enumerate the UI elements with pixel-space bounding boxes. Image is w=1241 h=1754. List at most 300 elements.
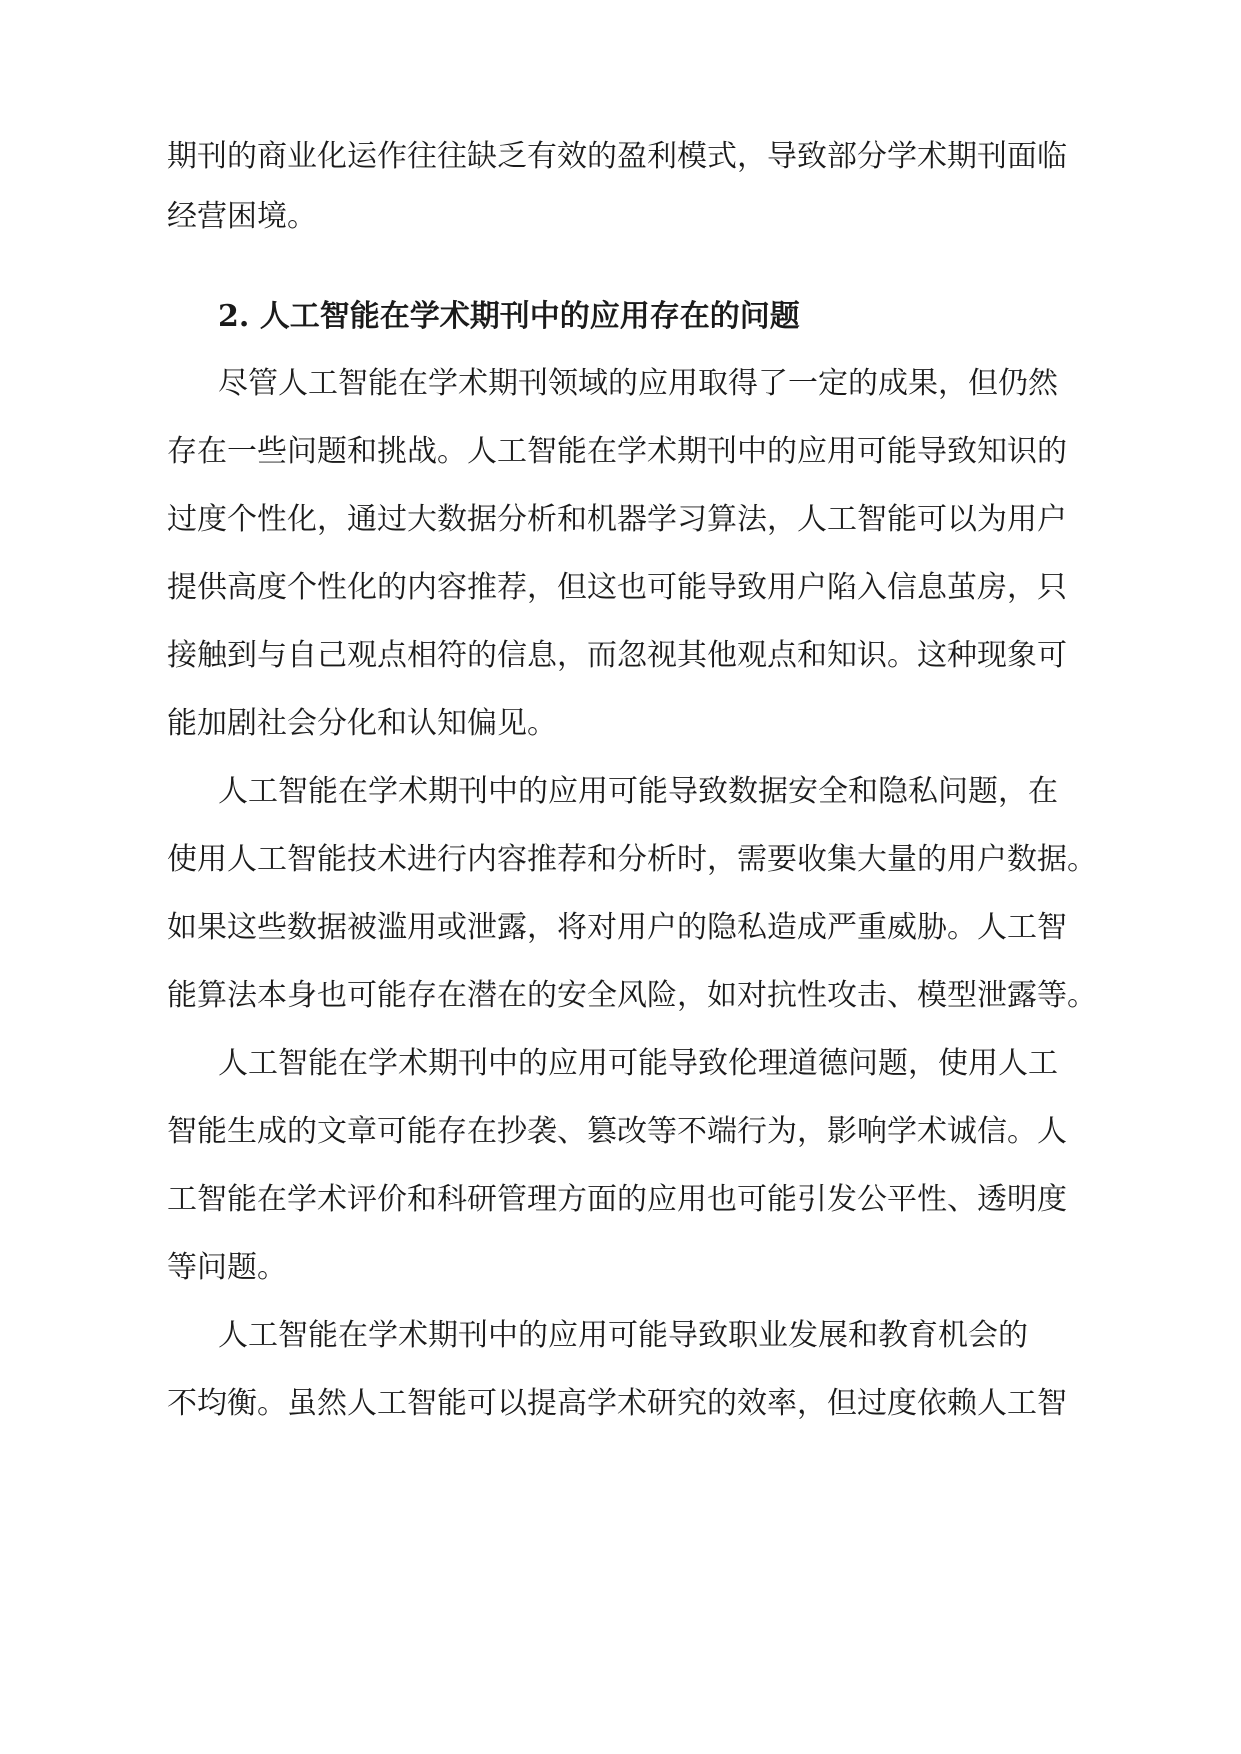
- text-glyph: 击: [857, 978, 887, 1013]
- text-glyph: 性: [797, 978, 827, 1013]
- text-glyph: 在: [338, 774, 368, 809]
- text-glyph: 对: [737, 978, 767, 1013]
- text-glyph: 种: [947, 638, 977, 673]
- text-glyph: 风: [617, 978, 647, 1013]
- text-glyph: 入: [857, 570, 887, 605]
- text-glyph: 率: [767, 1386, 797, 1421]
- text-glyph: 能: [887, 434, 917, 469]
- text-glyph: 户: [797, 570, 827, 605]
- text-glyph: 取: [698, 366, 728, 401]
- text-glyph: 智: [338, 366, 368, 401]
- text-glyph: 性: [317, 570, 347, 605]
- text-glyph: 工: [497, 434, 527, 469]
- text-glyph: 或: [437, 910, 467, 945]
- text-glyph: 而: [587, 638, 617, 673]
- text-glyph: 平: [887, 1182, 917, 1217]
- text-glyph: 应: [647, 1182, 677, 1217]
- text-glyph: 收: [797, 842, 827, 877]
- text-glyph: 透: [977, 1182, 1007, 1217]
- text-glyph: 观: [347, 638, 377, 673]
- text-glyph: 等: [1037, 978, 1067, 1013]
- text-glyph: 影: [827, 1114, 857, 1149]
- text-glyph: 问: [287, 434, 317, 469]
- text-glyph: 到: [227, 638, 257, 673]
- text-glyph: 模: [917, 978, 947, 1013]
- text-glyph: 学: [887, 139, 917, 174]
- text-glyph: 作: [377, 139, 407, 174]
- text-glyph: 习: [677, 502, 707, 537]
- text-glyph: 工: [827, 502, 857, 537]
- text-glyph: 刊: [518, 366, 548, 401]
- text-glyph: 攻: [827, 978, 857, 1013]
- text-glyph: 和: [407, 1182, 437, 1217]
- text-glyph: 刊: [458, 1046, 488, 1081]
- text-glyph: 袭: [527, 1114, 557, 1149]
- text-glyph: 推: [527, 842, 557, 877]
- text-glyph: 人: [218, 1046, 248, 1081]
- text-glyph: 学: [368, 1318, 398, 1353]
- text-line: [167, 427, 1067, 477]
- text-glyph: 成: [878, 366, 908, 401]
- text-glyph: 安: [788, 774, 818, 809]
- text-glyph: 在: [338, 1318, 368, 1353]
- text-glyph: 题: [317, 434, 347, 469]
- text-glyph: 期: [428, 1318, 458, 1353]
- text-glyph: 一: [788, 366, 818, 401]
- text-glyph: 术: [377, 842, 407, 877]
- text-glyph: 明: [1007, 1182, 1037, 1217]
- text-glyph: 展: [818, 1318, 848, 1353]
- text-glyph: 改: [617, 1114, 647, 1149]
- text-glyph: 用: [947, 842, 977, 877]
- text-glyph: 期: [167, 139, 197, 174]
- text-line: 能加剧社会分化和认知偏见。: [167, 706, 557, 741]
- text-glyph: 点: [377, 638, 407, 673]
- text-glyph: 导: [917, 434, 947, 469]
- text-glyph: 学: [428, 366, 458, 401]
- text-glyph: 期: [428, 774, 458, 809]
- text-glyph: 导: [707, 570, 737, 605]
- text-glyph: 险: [647, 978, 677, 1013]
- text-glyph: 相: [407, 638, 437, 673]
- text-glyph: 数: [728, 774, 758, 809]
- text-glyph: 期: [428, 1046, 458, 1081]
- text-glyph: 工: [1007, 1386, 1037, 1421]
- text-glyph: 个: [287, 570, 317, 605]
- text-glyph: 智: [167, 1114, 197, 1149]
- text-glyph: 存: [407, 978, 437, 1013]
- text-glyph: 据: [467, 502, 497, 537]
- text-line: 经营困境。: [167, 199, 317, 234]
- text-line: [218, 1039, 1058, 1089]
- text-glyph: 可: [467, 1386, 497, 1421]
- text-glyph: 研: [467, 1182, 497, 1217]
- text-glyph: 文: [317, 1114, 347, 1149]
- text-glyph: 面: [587, 1182, 617, 1217]
- text-glyph: 和: [557, 502, 587, 537]
- text-glyph: 应: [638, 366, 668, 401]
- text-glyph: 可: [917, 502, 947, 537]
- text-glyph: 些: [257, 910, 287, 945]
- text-glyph: 可: [857, 434, 887, 469]
- text-glyph: 户: [1037, 502, 1067, 537]
- text-glyph: 。: [1067, 978, 1097, 1013]
- text-glyph: 的: [467, 638, 497, 673]
- text-glyph: 中: [488, 1318, 518, 1353]
- text-glyph: 能: [437, 1386, 467, 1421]
- text-glyph: 衡: [227, 1386, 257, 1421]
- text-glyph: 在: [497, 978, 527, 1013]
- text-glyph: 全: [818, 774, 848, 809]
- text-glyph: 工: [1007, 910, 1037, 945]
- text-glyph: 式: [707, 139, 737, 174]
- text-glyph: 用: [407, 910, 437, 945]
- text-glyph: 为: [767, 1114, 797, 1149]
- text-glyph: 抗: [767, 978, 797, 1013]
- text-glyph: 机: [938, 1318, 968, 1353]
- text-glyph: 技: [347, 842, 377, 877]
- text-glyph: 术: [398, 774, 428, 809]
- text-glyph: 分: [497, 502, 527, 537]
- text-glyph: 在: [398, 366, 428, 401]
- text-glyph: 道: [788, 1046, 818, 1081]
- text-glyph: ，: [557, 638, 587, 673]
- text-glyph: 大: [407, 502, 437, 537]
- text-glyph: 大: [857, 842, 887, 877]
- text-glyph: 成: [797, 910, 827, 945]
- text-glyph: 导: [668, 774, 698, 809]
- text-glyph: 数: [1007, 842, 1037, 877]
- text-glyph: 术: [647, 434, 677, 469]
- text-glyph: 管: [497, 1182, 527, 1217]
- text-glyph: 人: [1037, 1114, 1067, 1149]
- text-glyph: 存: [167, 434, 197, 469]
- text-glyph: 刊: [707, 434, 737, 469]
- text-glyph: 。: [947, 910, 977, 945]
- text-glyph: 致: [737, 570, 767, 605]
- text-glyph: 和: [587, 842, 617, 877]
- text-glyph: 容: [437, 570, 467, 605]
- text-glyph: 忽: [617, 638, 647, 673]
- text-glyph: 户: [647, 910, 677, 945]
- text-glyph: 然: [317, 1386, 347, 1421]
- text-glyph: 这: [227, 910, 257, 945]
- text-glyph: 学: [617, 434, 647, 469]
- text-line: [167, 1175, 1067, 1225]
- text-glyph: 数: [437, 502, 467, 537]
- text-glyph: 使: [938, 1046, 968, 1081]
- text-glyph: 能: [308, 774, 338, 809]
- text-glyph: 的: [527, 978, 557, 1013]
- text-glyph: 导: [767, 139, 797, 174]
- text-glyph: 题: [878, 1046, 908, 1081]
- text-glyph: 能: [308, 1046, 338, 1081]
- text-glyph: 定: [818, 366, 848, 401]
- text-glyph: 智: [278, 1318, 308, 1353]
- text-glyph: 的: [287, 1114, 317, 1149]
- text-glyph: 内: [407, 570, 437, 605]
- text-glyph: 以: [497, 1386, 527, 1421]
- text-glyph: 分: [617, 842, 647, 877]
- text-glyph: 荐: [557, 842, 587, 877]
- text-glyph: 致: [698, 774, 728, 809]
- text-glyph: 的: [767, 434, 797, 469]
- text-glyph: 、: [887, 978, 917, 1013]
- text-glyph: 接: [167, 638, 197, 673]
- text-line: [167, 563, 1067, 613]
- text-glyph: 伦: [728, 1046, 758, 1081]
- text-glyph: 不: [677, 1114, 707, 1149]
- text-line: 等问题。: [167, 1250, 287, 1285]
- text-glyph: 工: [257, 842, 287, 877]
- text-glyph: ，: [938, 366, 968, 401]
- text-glyph: 术: [917, 1114, 947, 1149]
- text-glyph: 息: [527, 638, 557, 673]
- text-glyph: 术: [398, 1046, 428, 1081]
- text-glyph: 器: [617, 502, 647, 537]
- text-glyph: 性: [917, 1182, 947, 1217]
- text-glyph: 教: [878, 1318, 908, 1353]
- text-glyph: 机: [587, 502, 617, 537]
- text-glyph: 的: [608, 366, 638, 401]
- text-glyph: 不: [167, 1386, 197, 1421]
- text-glyph: 业: [287, 139, 317, 174]
- text-glyph: 但: [827, 1386, 857, 1421]
- text-glyph: 能: [767, 1182, 797, 1217]
- text-glyph: 能: [308, 1318, 338, 1353]
- text-glyph: 陷: [827, 570, 857, 605]
- text-glyph: 触: [197, 638, 227, 673]
- text-glyph: 究: [677, 1386, 707, 1421]
- text-glyph: 评: [347, 1182, 377, 1217]
- text-glyph: 集: [827, 842, 857, 877]
- text-glyph: 虽: [287, 1386, 317, 1421]
- text-glyph: 的: [518, 1318, 548, 1353]
- text-glyph: 用: [617, 910, 647, 945]
- text-glyph: 德: [818, 1046, 848, 1081]
- text-glyph: 端: [707, 1114, 737, 1149]
- text-glyph: 领: [548, 366, 578, 401]
- text-glyph: 过: [857, 1386, 887, 1421]
- text-glyph: 隐: [878, 774, 908, 809]
- text-glyph: 泄: [467, 910, 497, 945]
- text-glyph: 容: [497, 842, 527, 877]
- text-glyph: 可: [347, 978, 377, 1013]
- text-glyph: 过: [377, 502, 407, 537]
- text-glyph: 析: [647, 842, 677, 877]
- text-glyph: 人: [977, 910, 1007, 945]
- text-glyph: 己: [317, 638, 347, 673]
- text-glyph: 潜: [467, 978, 497, 1013]
- text-glyph: 用: [767, 570, 797, 605]
- text-glyph: 期: [947, 139, 977, 174]
- text-glyph: 术: [617, 1386, 647, 1421]
- text-glyph: 其: [677, 638, 707, 673]
- text-glyph: 往: [437, 139, 467, 174]
- text-glyph: 为: [977, 502, 1007, 537]
- text-line: [218, 1311, 1028, 1361]
- text-glyph: 的: [1037, 434, 1067, 469]
- text-glyph: 工: [248, 1318, 278, 1353]
- text-glyph: 行: [737, 1114, 767, 1149]
- text-glyph: 提: [167, 570, 197, 605]
- text-glyph: 信: [887, 570, 917, 605]
- text-glyph: 度: [887, 1386, 917, 1421]
- text-glyph: 和: [848, 1318, 878, 1353]
- text-glyph: 度: [257, 570, 287, 605]
- text-glyph: 的: [518, 1046, 548, 1081]
- text-glyph: 用: [578, 1046, 608, 1081]
- text-glyph: 能: [638, 774, 668, 809]
- text-glyph: 智: [527, 434, 557, 469]
- text-glyph: 过: [167, 502, 197, 537]
- text-glyph: 用: [578, 1318, 608, 1353]
- text-glyph: 章: [347, 1114, 377, 1149]
- text-glyph: 识: [1007, 434, 1037, 469]
- text-glyph: 尽: [218, 366, 248, 401]
- text-glyph: 用: [827, 434, 857, 469]
- text-glyph: 可: [608, 1318, 638, 1353]
- text-glyph: 型: [947, 978, 977, 1013]
- text-glyph: 的: [227, 139, 257, 174]
- text-glyph: 与: [257, 638, 287, 673]
- text-glyph: 和: [347, 434, 377, 469]
- text-glyph: 生: [227, 1114, 257, 1149]
- text-glyph: 的: [617, 1182, 647, 1217]
- text-glyph: 篡: [587, 1114, 617, 1149]
- text-glyph: 也: [707, 1182, 737, 1217]
- text-glyph: 研: [647, 1386, 677, 1421]
- text-glyph: 视: [647, 638, 677, 673]
- text-glyph: 的: [677, 910, 707, 945]
- text-glyph: 可: [1037, 638, 1067, 673]
- text-glyph: 工: [248, 1046, 278, 1081]
- text-glyph: 在: [197, 434, 227, 469]
- text-glyph: 在: [467, 1114, 497, 1149]
- text-glyph: 问: [848, 1046, 878, 1081]
- text-glyph: ，: [1007, 570, 1037, 605]
- text-glyph: 。: [437, 434, 467, 469]
- text-glyph: 在: [338, 1046, 368, 1081]
- text-glyph: 化: [287, 502, 317, 537]
- text-glyph: 使: [167, 842, 197, 877]
- text-line: [218, 359, 1058, 409]
- text-line: [218, 767, 1058, 817]
- text-glyph: 部: [827, 139, 857, 174]
- text-glyph: 将: [557, 910, 587, 945]
- text-glyph: 能: [638, 1318, 668, 1353]
- text-glyph: 身: [287, 978, 317, 1013]
- text-glyph: 私: [908, 774, 938, 809]
- text-glyph: 刊: [977, 139, 1007, 174]
- text-glyph: 发: [788, 1318, 818, 1353]
- text-glyph: 仍: [998, 366, 1028, 401]
- text-glyph: 刊: [458, 1318, 488, 1353]
- text-glyph: 临: [1037, 139, 1067, 174]
- text-glyph: 房: [977, 570, 1007, 605]
- text-glyph: 隐: [707, 910, 737, 945]
- text-glyph: 人: [998, 1046, 1028, 1081]
- text-glyph: 能: [317, 842, 347, 877]
- text-glyph: 等: [647, 1114, 677, 1149]
- text-glyph: 智: [197, 1182, 227, 1217]
- text-glyph: 用: [1007, 502, 1037, 537]
- text-glyph: 工: [308, 366, 338, 401]
- text-glyph: 面: [1007, 139, 1037, 174]
- text-glyph: 要: [767, 842, 797, 877]
- text-glyph: 智: [287, 842, 317, 877]
- text-glyph: 商: [257, 139, 287, 174]
- text-glyph: 用: [968, 1046, 998, 1081]
- text-glyph: 的: [518, 774, 548, 809]
- text-glyph: 职: [728, 1318, 758, 1353]
- text-glyph: 人: [977, 1386, 1007, 1421]
- text-glyph: 些: [257, 434, 287, 469]
- text-glyph: 用: [197, 842, 227, 877]
- text-glyph: 能: [377, 978, 407, 1013]
- text-glyph: ，: [317, 502, 347, 537]
- text-glyph: 。: [1007, 1114, 1037, 1149]
- text-glyph: 乏: [497, 139, 527, 174]
- text-glyph: 均: [197, 1386, 227, 1421]
- text-glyph: 果: [908, 366, 938, 401]
- text-glyph: 学: [287, 1182, 317, 1217]
- text-glyph: 中: [488, 1046, 518, 1081]
- text-glyph: 中: [737, 434, 767, 469]
- text-glyph: 行: [437, 842, 467, 877]
- text-glyph: 问: [938, 774, 968, 809]
- text-glyph: 学: [887, 1114, 917, 1149]
- text-glyph: 需: [737, 842, 767, 877]
- text-glyph: 利: [647, 139, 677, 174]
- text-glyph: 的: [587, 139, 617, 174]
- text-glyph: 有: [527, 139, 557, 174]
- text-glyph: 能: [887, 502, 917, 537]
- text-glyph: 可: [377, 1114, 407, 1149]
- text-glyph: 人: [218, 774, 248, 809]
- text-glyph: 时: [677, 842, 707, 877]
- text-glyph: 推: [467, 570, 497, 605]
- text-glyph: ，: [677, 978, 707, 1013]
- text-glyph: ，: [527, 570, 557, 605]
- text-glyph: 法: [737, 502, 767, 537]
- text-glyph: 智: [857, 502, 887, 537]
- text-glyph: 战: [407, 434, 437, 469]
- text-glyph: 理: [758, 1046, 788, 1081]
- text-glyph: 在: [587, 434, 617, 469]
- section-heading: 2. 人工智能在学术期刊中的应用存在的问题: [218, 299, 800, 334]
- text-glyph: 人: [278, 366, 308, 401]
- text-glyph: 。: [257, 1386, 287, 1421]
- text-glyph: 观: [737, 638, 767, 673]
- text-line: [167, 631, 1067, 681]
- text-glyph: 点: [767, 638, 797, 673]
- text-glyph: 的: [848, 366, 878, 401]
- text-glyph: 理: [527, 1182, 557, 1217]
- text-glyph: 供: [197, 570, 227, 605]
- text-glyph: 但: [557, 570, 587, 605]
- text-glyph: 度: [1037, 1182, 1067, 1217]
- text-glyph: 内: [467, 842, 497, 877]
- text-glyph: 致: [797, 139, 827, 174]
- text-glyph: 中: [488, 774, 518, 809]
- text-glyph: 能: [197, 1114, 227, 1149]
- text-glyph: 滥: [377, 910, 407, 945]
- text-glyph: 、: [947, 1182, 977, 1217]
- text-glyph: 会: [968, 1318, 998, 1353]
- text-glyph: 如: [167, 910, 197, 945]
- text-line: [167, 971, 1097, 1021]
